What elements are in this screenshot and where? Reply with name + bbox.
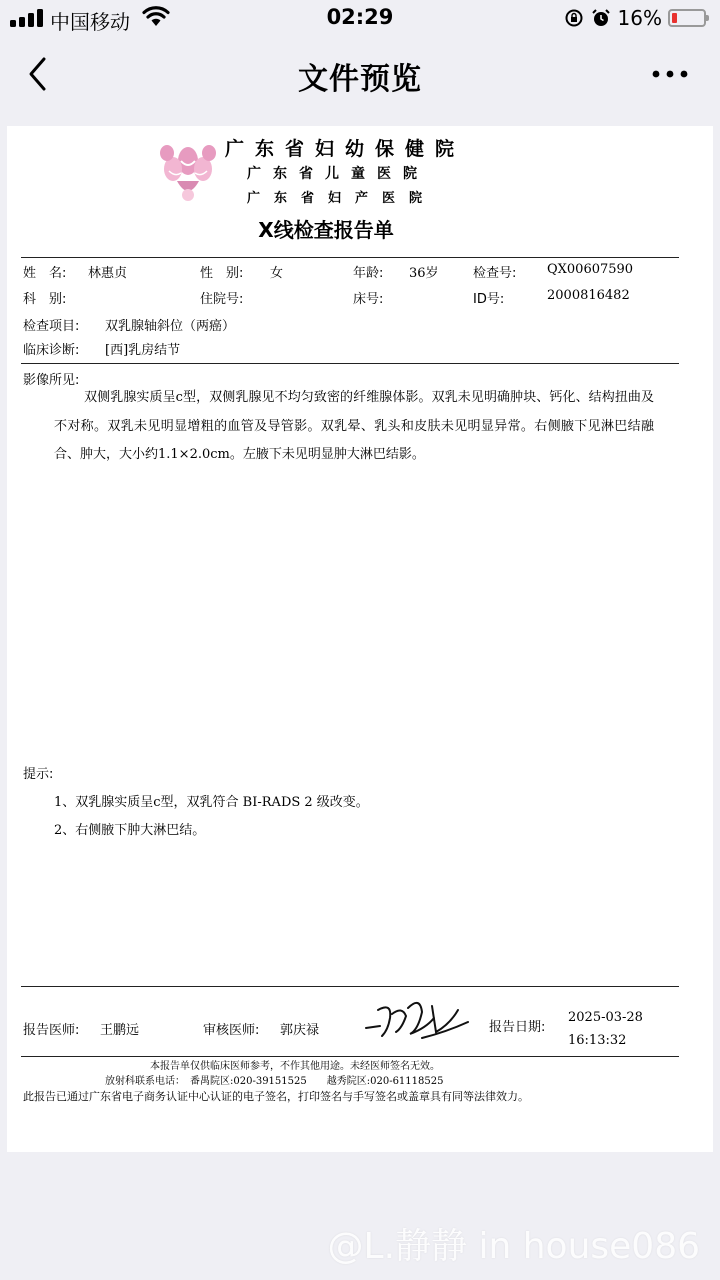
divider [21,257,679,258]
value-report-date: 2025-03-28 [568,1010,643,1025]
label-inpatient-no: 住院号: [200,292,244,307]
nav-bar [0,38,720,110]
alarm-icon [591,8,611,28]
report-title: X线检查报告单 [258,218,394,242]
value-gender: 女 [270,266,284,281]
hospital-subname-2: 广东省妇产医院 [247,191,437,206]
label-bed-no: 床号: [353,292,384,307]
hint-item: 1、双乳腺实质呈c型，双乳符合 BI-RADS 2 级改变。 [54,795,369,810]
value-exam-no: QX00607590 [547,262,634,277]
findings-text: 双侧乳腺实质呈c型，双侧乳腺见不均匀致密的纤维腺体影。双乳未见明确肿块、钙化、结构扭曲及不对称。双乳未见明显增粗的血管及导管影。双乳晕、乳头和皮肤未见明显异常。右侧腋下见淋巴结融合、肿大，大小约1.1×2.0cm。左腋下未见明显肿大淋巴结影。 [54,390,654,462]
document-preview[interactable] [7,126,713,1152]
label-dept: 科 别: [23,292,67,307]
status-bar [0,0,720,38]
label-report-date: 报告日期: [489,1020,546,1035]
footer-note: 本报告单仅供临床医师参考，不作其他用途。未经医师签名无效。 [150,1061,440,1072]
label-clinical-dx: 临床诊断: [23,343,80,358]
value-reporting-doctor: 王鹏远 [100,1023,140,1038]
battery-icon [668,9,706,27]
label-exam-no: 检查号: [473,266,517,281]
battery-percent: 16% [617,6,662,30]
label-hint: 提示: [23,767,54,782]
label-exam-item: 检查项目: [23,319,80,334]
watermark: @L.静静 in house086 [327,1226,700,1267]
more-options-icon[interactable] [650,68,690,80]
rotation-lock-icon [564,8,584,28]
clock: 02:29 [326,5,394,29]
value-name: 林惠贞 [88,266,128,281]
label-id-no: ID号: [473,292,505,307]
hospital-logo-icon [155,139,221,205]
value-exam-item: 双乳腺轴斜位（两癌） [105,319,236,334]
handwritten-signature [362,988,472,1048]
label-reporting-doctor: 报告医师: [23,1023,80,1038]
hint-item: 2、右侧腋下肿大淋巴结。 [54,823,206,838]
page-title: 文件预览 [298,62,422,97]
hospital-name: 广东省妇幼保健院 [225,138,466,160]
label-name: 姓 名: [23,266,67,281]
carrier-name: 中国移动 [50,10,130,34]
label-gender: 性 别: [200,266,244,281]
value-age: 36岁 [409,266,439,281]
footer-esign-note: 此报告已通过广东省电子商务认证中心认证的电子签名，打印签名与手写签名或盖章具有同等法律效力。 [23,1090,529,1103]
value-report-time: 16:13:32 [568,1033,627,1048]
label-findings: 影像所见: [23,373,80,388]
footer-phone: 放射科联系电话： 番禺院区:020-39151525 越秀院区:020-61118525 [105,1076,444,1087]
value-clinical-dx: [西]乳房结节 [105,343,181,358]
divider [21,986,679,987]
divider [21,363,679,364]
value-id-no: 2000816482 [547,288,630,303]
hospital-subname-1: 广东省儿童医院 [247,166,429,182]
value-reviewing-doctor: 郭庆禄 [280,1023,320,1038]
label-age: 年龄: [353,266,384,281]
label-reviewing-doctor: 审核医师: [203,1023,260,1038]
findings-paragraph [54,384,654,470]
